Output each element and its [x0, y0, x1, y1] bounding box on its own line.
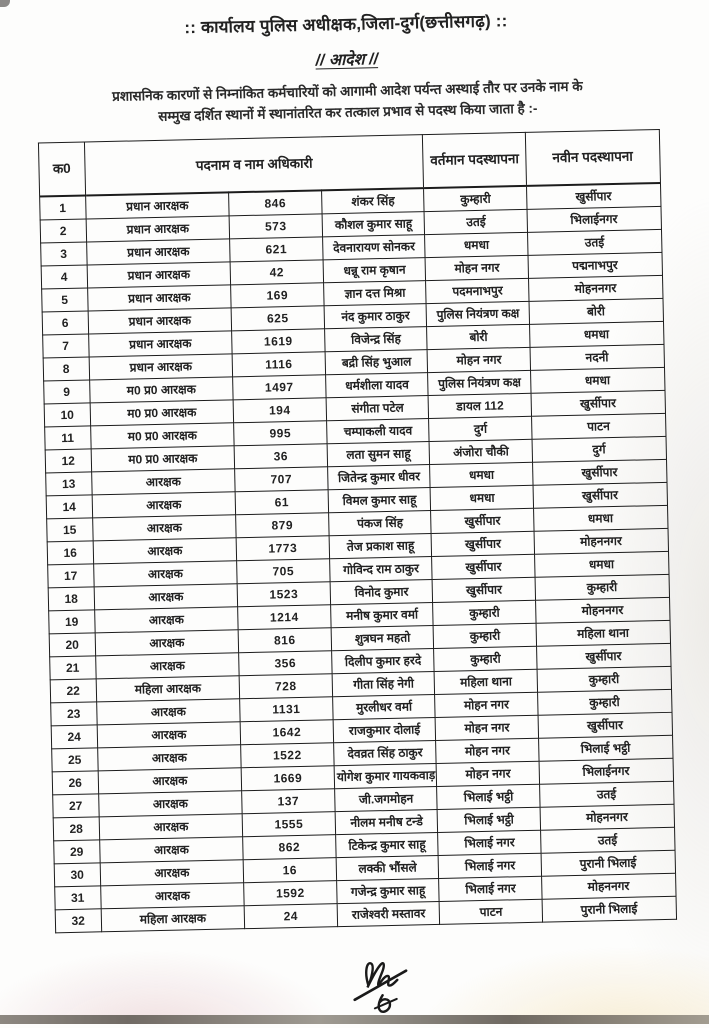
cell-current-posting: खुर्सीपार: [432, 531, 535, 556]
cell-sno: 13: [45, 472, 92, 496]
cell-number: 1116: [232, 352, 326, 377]
cell-current-posting: भिलाई भट्ठी: [438, 807, 541, 832]
cell-new-posting: धमधा: [533, 505, 667, 531]
cell-number: 194: [233, 398, 327, 423]
cell-sno: 25: [51, 748, 98, 772]
cell-new-posting: मोहननगर: [534, 528, 668, 554]
cell-name: गजेन्द्र कुमार साहू: [337, 878, 440, 903]
cell-current-posting: अंजोरा चौकी: [430, 439, 533, 464]
cell-new-posting: खुर्सीपार: [536, 643, 670, 669]
cell-number: 16: [243, 858, 337, 883]
cell-number: 42: [230, 260, 324, 285]
cell-sno: 32: [55, 909, 102, 933]
cell-name: विमल कुमार साहू: [328, 487, 431, 512]
cell-sno: 12: [45, 449, 92, 473]
cell-current-posting: मोहन नगर: [426, 255, 529, 280]
cell-rank: आरक्षक: [100, 860, 243, 886]
cell-rank: आरक्षक: [98, 745, 241, 771]
cell-sno: 20: [49, 633, 96, 657]
cell-rank: म0 प्र0 आरक्षक: [90, 377, 233, 403]
cell-rank: आरक्षक: [93, 515, 236, 541]
cell-number: 573: [229, 214, 323, 239]
cell-name: जितेन्द्र कुमार धीवर: [328, 464, 431, 489]
cell-number: 625: [231, 306, 325, 331]
cell-sno: 7: [42, 334, 89, 358]
cell-sno: 30: [54, 863, 101, 887]
cell-rank: आरक्षक: [94, 584, 237, 610]
cell-number: 995: [233, 421, 327, 446]
intro-line-1: प्रशासनिक कारणों से निम्नांकित कर्मचारियों को आगामी आदेश पर्यन्त अस्थाई तौर पर उनके नाम के: [112, 78, 583, 104]
cell-number: 1523: [237, 582, 331, 607]
order-heading: // आदेश //: [315, 51, 379, 70]
cell-number: 1497: [232, 375, 326, 400]
cell-number: 1592: [244, 881, 338, 906]
cell-new-posting: पुरानी भिलाई: [541, 850, 675, 876]
cell-sno: 21: [49, 656, 96, 680]
cell-number: 879: [235, 513, 329, 538]
cell-name: दिलीप कुमार हरदे: [332, 648, 435, 673]
cell-rank: आरक्षक: [98, 768, 241, 794]
cell-sno: 8: [43, 357, 90, 381]
cell-sno: 31: [54, 886, 101, 910]
cell-number: 1669: [241, 766, 335, 791]
cell-rank: म0 प्र0 आरक्षक: [90, 400, 233, 426]
cell-name: राजकुमार दोलाई: [333, 717, 436, 742]
cell-sno: 18: [48, 587, 95, 611]
cell-current-posting: मोहन नगर: [436, 738, 539, 763]
cell-current-posting: खुर्सीपार: [431, 508, 534, 533]
cell-name: बद्री सिंह भुआल: [325, 349, 428, 374]
cell-rank: आरक्षक: [92, 469, 235, 495]
cell-number: 1555: [242, 812, 336, 837]
cell-name: पंकज सिंह: [329, 510, 432, 535]
cell-new-posting: धमधा: [529, 321, 663, 347]
cell-rank: महिला आरक्षक: [101, 906, 244, 932]
cell-name: धर्मशीला यादव: [326, 372, 429, 397]
cell-current-posting: भिलाई नगर: [439, 853, 542, 878]
cell-name: नीलम मनीष टन्डे: [335, 809, 438, 834]
cell-sno: 4: [41, 265, 88, 289]
cell-number: 862: [243, 835, 337, 860]
cell-rank: आरक्षक: [99, 791, 242, 817]
cell-name: देवनारायण सोनकर: [323, 234, 426, 259]
cell-number: 621: [229, 237, 323, 262]
cell-rank: प्रधान आरक्षक: [89, 354, 232, 380]
cell-current-posting: खुर्सीपार: [433, 577, 536, 602]
cell-current-posting: मोहन नगर: [436, 715, 539, 740]
cell-rank: आरक्षक: [95, 607, 238, 633]
cell-current-posting: दुर्ग: [429, 416, 532, 441]
cell-current-posting: पुलिस नियंत्रण कक्ष: [428, 370, 531, 395]
cell-new-posting: खुर्सीपार: [526, 183, 660, 209]
cell-name: योगेश कुमार गायकवाड़: [334, 763, 437, 788]
cell-rank: प्रधान आरक्षक: [87, 239, 230, 265]
cell-sno: 27: [52, 794, 99, 818]
cell-number: 24: [244, 904, 338, 929]
cell-name: मुरलीधर वर्मा: [333, 694, 436, 719]
cell-current-posting: कुम्हारी: [424, 186, 527, 212]
header-officer: पदनाम व नाम अधिकारी: [84, 134, 424, 195]
cell-name: ज्ञान दत्त मिश्रा: [324, 280, 427, 305]
cell-new-posting: खुर्सीपार: [538, 712, 672, 738]
cell-current-posting: कुम्हारी: [433, 600, 536, 625]
cell-sno: 16: [47, 541, 94, 565]
cell-number: 728: [239, 674, 333, 699]
cell-new-posting: कुम्हारी: [537, 689, 671, 715]
cell-current-posting: महिला थाना: [435, 669, 538, 694]
cell-name: जी.जगमोहन: [335, 786, 438, 811]
cell-new-posting: धमधा: [534, 551, 668, 577]
intro-line-2: सम्मुख दर्शित स्थानों में स्थानांतरित कर तत्काल प्रभाव से पदस्थ किया जाता है :-: [158, 100, 538, 124]
cell-current-posting: भिलाई नगर: [438, 830, 541, 855]
cell-sno: 14: [46, 495, 93, 519]
cell-sno: 11: [44, 426, 91, 450]
cell-current-posting: पुलिस नियंत्रण कक्ष: [427, 301, 530, 326]
cell-current-posting: मोहन नगर: [428, 347, 531, 372]
cell-new-posting: खुर्सीपार: [532, 459, 666, 485]
handwritten-initials-icon: [334, 954, 431, 1016]
cell-new-posting: महिला थाना: [536, 620, 670, 646]
cell-number: 1773: [236, 536, 330, 561]
cell-sno: 10: [44, 403, 91, 427]
cell-current-posting: भिलाई भट्ठी: [437, 784, 540, 809]
cell-name: देवव्रत सिंह ठाकुर: [334, 740, 437, 765]
cell-rank: आरक्षक: [95, 630, 238, 656]
cell-name: लता सुमन साहू: [327, 441, 430, 466]
cell-new-posting: उतई: [540, 827, 674, 853]
cell-new-posting: भिलाईनगर: [539, 758, 673, 784]
header-serial-no: क0: [38, 142, 86, 197]
cell-rank: प्रधान आरक्षक: [89, 331, 232, 357]
cell-current-posting: भिलाई नगर: [439, 876, 542, 901]
cell-new-posting: पुरानी भिलाई: [542, 896, 676, 922]
cell-new-posting: दुर्ग: [532, 436, 666, 462]
office-title: :: कार्यालय पुलिस अधीक्षक,जिला-दुर्ग(छत्तीसगढ़) ::: [184, 11, 508, 38]
cell-rank: प्रधान आरक्षक: [86, 192, 229, 219]
cell-new-posting: धमधा: [530, 367, 664, 393]
cell-rank: म0 प्र0 आरक्षक: [91, 446, 234, 472]
cell-number: 846: [228, 190, 322, 216]
cell-rank: आरक्षक: [97, 722, 240, 748]
cell-sno: 19: [48, 610, 95, 634]
cell-new-posting: मोहननगर: [528, 275, 662, 301]
cell-current-posting: कुम्हारी: [434, 623, 537, 648]
cell-current-posting: पदमनाभपुर: [426, 278, 529, 303]
cell-new-posting: कुम्हारी: [537, 666, 671, 692]
cell-number: 1619: [231, 329, 325, 354]
cell-name: तेज प्रकाश साहू: [329, 533, 432, 558]
cell-new-posting: मोहननगर: [535, 597, 669, 623]
cell-sno: 29: [53, 840, 100, 864]
header-current-posting: वर्तमान पदस्थापना: [423, 132, 527, 188]
cell-name: मनीष कुमार वर्मा: [331, 602, 434, 627]
cell-sno: 17: [47, 564, 94, 588]
cell-number: 1214: [238, 605, 332, 630]
cell-current-posting: पाटन: [440, 899, 543, 924]
cell-name: शंकर सिंह: [322, 188, 425, 214]
cell-rank: आरक्षक: [97, 699, 240, 725]
cell-number: 169: [230, 283, 324, 308]
transfer-table: [37, 129, 676, 933]
cell-number: 61: [235, 490, 329, 515]
cell-name: कौशल कुमार साहू: [322, 211, 425, 236]
cell-rank: आरक्षक: [101, 883, 244, 909]
cell-name: टिकेन्द्र कुमार साहू: [336, 832, 439, 857]
scan-bottom-edge: [0, 1015, 709, 1024]
cell-name: धन्नू राम कृषान: [323, 257, 426, 282]
cell-number: 137: [242, 789, 336, 814]
transfer-table-body: [39, 183, 676, 933]
cell-new-posting: खुर्सीपार: [533, 482, 667, 508]
cell-sno: 5: [41, 288, 88, 312]
cell-current-posting: बोरी: [427, 324, 530, 349]
cell-number: 356: [239, 651, 333, 676]
intro-paragraph: [17, 75, 678, 131]
cell-sno: 9: [43, 380, 90, 404]
cell-current-posting: धमधा: [425, 232, 528, 257]
cell-sno: 15: [46, 518, 93, 542]
cell-current-posting: उतई: [425, 209, 528, 234]
cell-rank: आरक्षक: [92, 492, 235, 518]
cell-number: 36: [234, 444, 328, 469]
cell-current-posting: कुम्हारी: [434, 646, 537, 671]
cell-new-posting: पद्मनाभपुर: [528, 252, 662, 278]
cell-name: गीता सिंह नेगी: [332, 671, 435, 696]
cell-sno: 3: [40, 242, 87, 266]
cell-rank: आरक्षक: [99, 814, 242, 840]
cell-name: विनोद कुमार: [330, 579, 433, 604]
cell-rank: आरक्षक: [93, 538, 236, 564]
cell-number: 816: [238, 628, 332, 653]
cell-new-posting: भिलाई भट्ठी: [538, 735, 672, 761]
cell-current-posting: मोहन नगर: [437, 761, 540, 786]
cell-rank: म0 प्र0 आरक्षक: [91, 423, 234, 449]
cell-new-posting: मोहननगर: [540, 804, 674, 830]
cell-name: गोविन्द राम ठाकुर: [330, 556, 433, 581]
cell-new-posting: बोरी: [529, 298, 663, 324]
cell-rank: प्रधान आरक्षक: [87, 262, 230, 288]
cell-name: नंद कुमार ठाकुर: [324, 303, 427, 328]
cell-rank: प्रधान आरक्षक: [88, 308, 231, 334]
cell-current-posting: मोहन नगर: [435, 692, 538, 717]
cell-sno: 1: [39, 195, 86, 220]
cell-new-posting: खुर्सीपार: [531, 390, 665, 416]
cell-rank: आरक्षक: [94, 561, 237, 587]
cell-sno: 6: [42, 311, 89, 335]
cell-new-posting: उतई: [527, 229, 661, 255]
cell-new-posting: पाटन: [531, 413, 665, 439]
cell-rank: आरक्षक: [96, 653, 239, 679]
cell-new-posting: नदनी: [530, 344, 664, 370]
cell-current-posting: धमधा: [431, 485, 534, 510]
cell-name: विजेन्द्र सिंह: [325, 326, 428, 351]
cell-new-posting: भिलाईनगर: [527, 206, 661, 232]
cell-sno: 22: [50, 679, 97, 703]
cell-name: संगीता पटेल: [326, 395, 429, 420]
cell-name: राजेश्वरी मस्तावर: [337, 901, 440, 926]
cell-name: चम्पाकली यादव: [327, 418, 430, 443]
cell-sno: 24: [51, 725, 98, 749]
cell-sno: 28: [53, 817, 100, 841]
cell-new-posting: कुम्हारी: [535, 574, 669, 600]
cell-current-posting: डायल 112: [429, 393, 532, 418]
cell-number: 1642: [240, 720, 334, 745]
cell-new-posting: मोहननगर: [542, 873, 676, 899]
cell-sno: 23: [50, 702, 97, 726]
cell-current-posting: धमधा: [430, 462, 533, 487]
cell-number: 705: [236, 559, 330, 584]
cell-sno: 2: [40, 219, 87, 243]
cell-rank: आरक्षक: [100, 837, 243, 863]
cell-rank: प्रधान आरक्षक: [88, 285, 231, 311]
cell-rank: महिला आरक्षक: [96, 676, 239, 702]
cell-number: 707: [234, 467, 328, 492]
cell-number: 1131: [240, 697, 334, 722]
cell-name: लक्की भौंसले: [336, 855, 439, 880]
cell-rank: प्रधान आरक्षक: [86, 216, 229, 242]
cell-sno: 26: [52, 771, 99, 795]
cell-number: 1522: [241, 743, 335, 768]
header-new-posting: नवीन पदस्थापना: [525, 129, 660, 185]
cell-name: शुत्रघन महतो: [331, 625, 434, 650]
cell-current-posting: खुर्सीपार: [432, 554, 535, 579]
cell-new-posting: उतई: [539, 781, 673, 807]
